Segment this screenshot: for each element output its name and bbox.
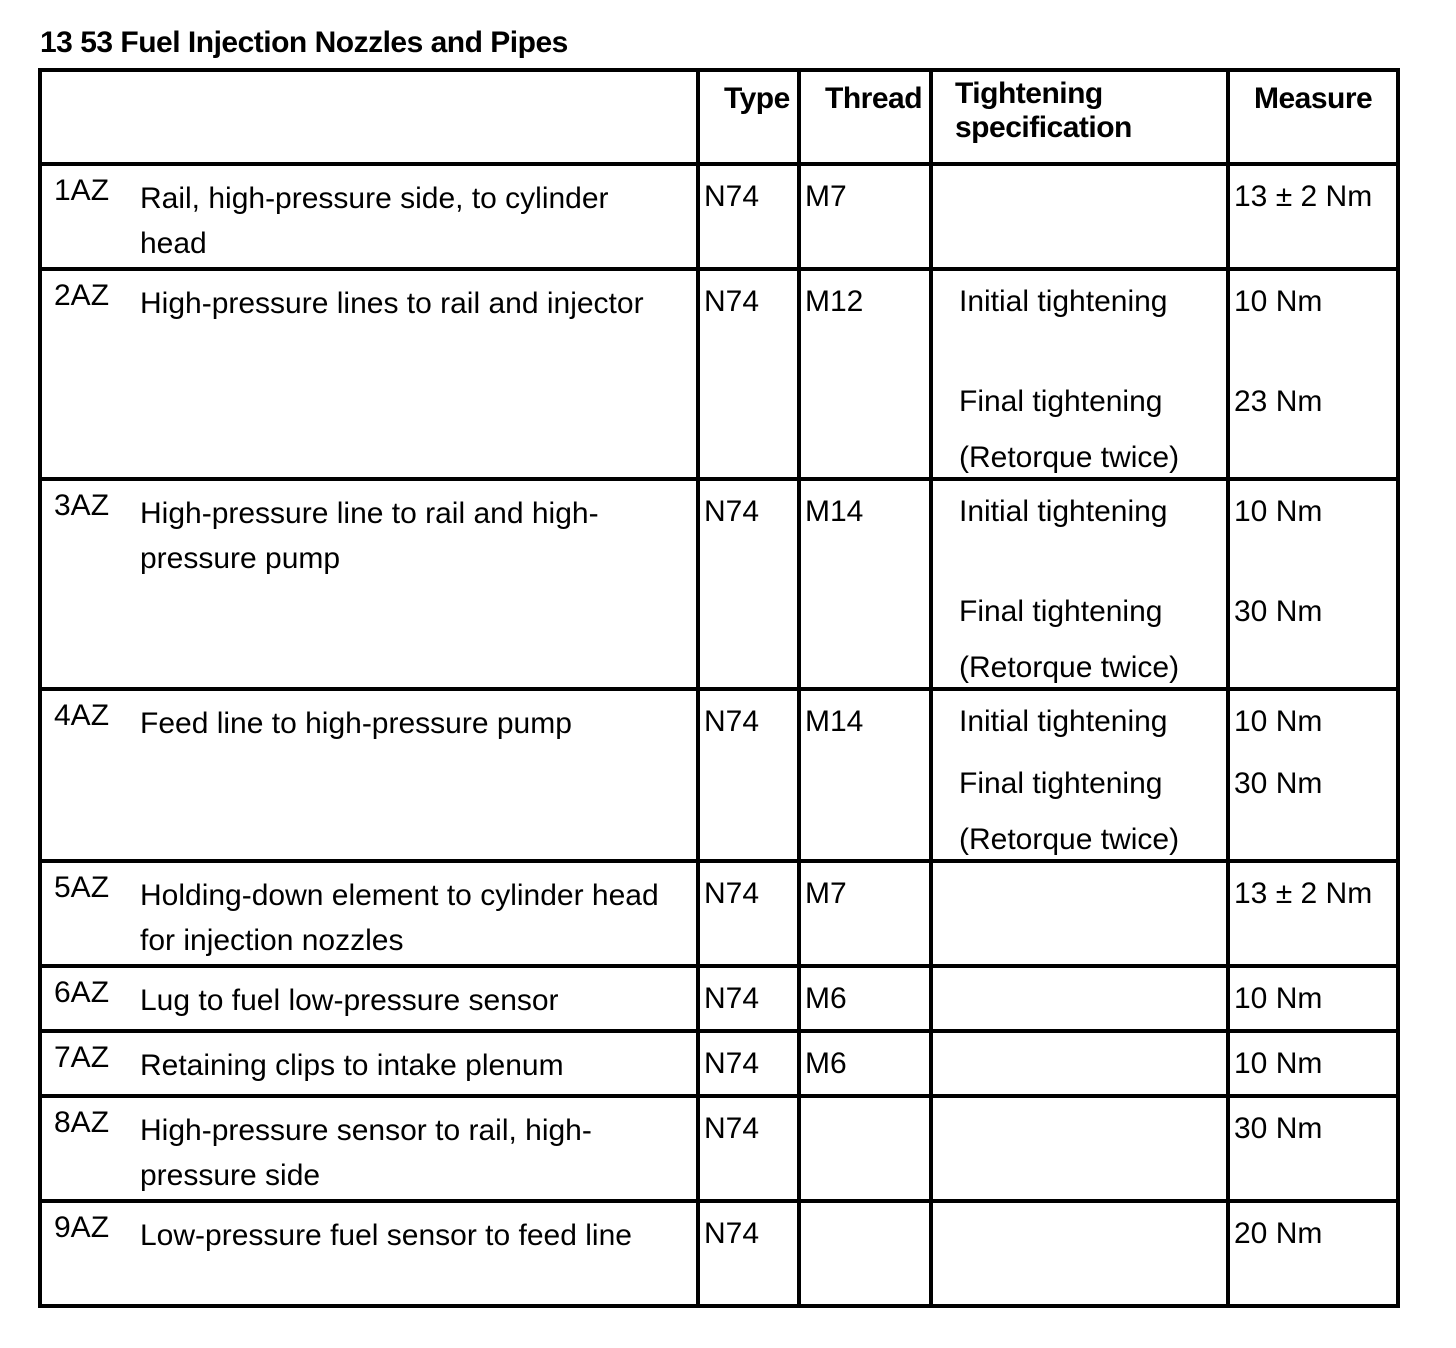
row-tightening-specification	[931, 1031, 1228, 1096]
tightening-step: Initial tightening	[959, 285, 1168, 318]
row-type: N74	[698, 966, 799, 1031]
row-type: N74	[698, 861, 799, 966]
row-thread: M6	[799, 966, 931, 1031]
row-code: 1AZ	[54, 174, 110, 207]
row-type: N74	[698, 1201, 799, 1306]
table-row	[40, 269, 1398, 479]
row-type: N74	[698, 269, 799, 479]
table-row	[40, 1096, 1398, 1201]
row-measure	[1228, 1201, 1398, 1306]
table-row	[40, 966, 1398, 1031]
row-description: Holding-down element to cylinder head for injection nozzles	[140, 879, 659, 957]
row-description-cell	[40, 164, 698, 269]
row-measure	[1228, 164, 1398, 269]
row-code: 2AZ	[54, 279, 110, 312]
tightening-step: (Retorque twice)	[959, 441, 1180, 474]
row-thread: M14	[799, 689, 931, 861]
row-measure	[1228, 689, 1398, 861]
measure-value: 10 Nm	[1234, 495, 1323, 528]
measure-value: 30 Nm	[1234, 595, 1323, 628]
row-measure	[1228, 1031, 1398, 1096]
table-row	[40, 1201, 1398, 1306]
tightening-step: (Retorque twice)	[959, 651, 1180, 684]
row-tightening-specification	[931, 861, 1228, 966]
row-type: N74	[698, 1096, 799, 1201]
row-tightening-specification	[931, 1096, 1228, 1201]
row-thread: M12	[799, 269, 931, 479]
table-row	[40, 164, 1398, 269]
row-tightening-specification	[931, 164, 1228, 269]
row-tightening-specification	[931, 479, 1228, 689]
row-description: High-pressure sensor to rail, high-pressure side	[140, 1114, 592, 1192]
row-tightening-specification	[931, 269, 1228, 479]
row-code: 3AZ	[54, 489, 110, 522]
row-thread: M7	[799, 861, 931, 966]
header-tightening-line2: specification	[955, 111, 1132, 144]
row-description-cell	[40, 861, 698, 966]
tightening-step: Initial tightening	[959, 495, 1168, 528]
row-description: Low-pressure fuel sensor to feed line	[140, 1219, 632, 1252]
header-tightening-specification	[931, 70, 1228, 164]
row-measure	[1228, 966, 1398, 1031]
row-code: 8AZ	[54, 1106, 110, 1139]
row-code: 5AZ	[54, 871, 110, 904]
row-code: 9AZ	[54, 1211, 110, 1244]
tightening-step: Initial tightening	[959, 705, 1168, 738]
header-thread: Thread	[799, 70, 931, 164]
table-row	[40, 689, 1398, 861]
header-description	[40, 70, 698, 164]
row-description-cell	[40, 689, 698, 861]
row-description-cell	[40, 1201, 698, 1306]
table-row	[40, 861, 1398, 966]
row-thread: M14	[799, 479, 931, 689]
row-thread	[799, 1201, 931, 1306]
row-tightening-specification	[931, 1201, 1228, 1306]
row-thread	[799, 1096, 931, 1201]
measure-value: 13 ± 2 Nm	[1234, 180, 1373, 213]
row-type: N74	[698, 1031, 799, 1096]
table-row	[40, 479, 1398, 689]
measure-value: 10 Nm	[1234, 1047, 1323, 1080]
row-description: High-pressure lines to rail and injector	[140, 287, 644, 320]
table-row	[40, 1031, 1398, 1096]
page-title: 13 53 Fuel Injection Nozzles and Pipes	[40, 26, 568, 59]
row-measure	[1228, 479, 1398, 689]
torque-spec-table	[38, 68, 1400, 1308]
row-description: Feed line to high-pressure pump	[140, 707, 572, 740]
row-measure	[1228, 269, 1398, 479]
header-measure: Measure	[1228, 70, 1398, 164]
header-tightening-line1: Tightening	[955, 77, 1103, 110]
row-description-cell	[40, 1031, 698, 1096]
tightening-step: Final tightening	[959, 767, 1163, 800]
row-type: N74	[698, 164, 799, 269]
row-thread: M7	[799, 164, 931, 269]
measure-value: 23 Nm	[1234, 385, 1323, 418]
measure-value: 30 Nm	[1234, 767, 1323, 800]
measure-value: 13 ± 2 Nm	[1234, 877, 1373, 910]
table-body	[40, 164, 1398, 1306]
table-header-row	[40, 70, 1398, 164]
row-description-cell	[40, 966, 698, 1031]
tightening-step: Final tightening	[959, 385, 1163, 418]
row-description: High-pressure line to rail and high-pressure pump	[140, 497, 599, 575]
row-description: Rail, high-pressure side, to cylinder head	[140, 182, 609, 260]
tightening-step: Final tightening	[959, 595, 1163, 628]
tightening-step: (Retorque twice)	[959, 823, 1180, 856]
row-description-cell	[40, 269, 698, 479]
measure-value: 30 Nm	[1234, 1112, 1323, 1145]
row-type: N74	[698, 689, 799, 861]
row-measure	[1228, 861, 1398, 966]
measure-value: 10 Nm	[1234, 285, 1323, 318]
row-tightening-specification	[931, 966, 1228, 1031]
row-type: N74	[698, 479, 799, 689]
measure-value: 10 Nm	[1234, 705, 1323, 738]
row-tightening-specification	[931, 689, 1228, 861]
row-description: Lug to fuel low-pressure sensor	[140, 984, 559, 1017]
row-description-cell	[40, 1096, 698, 1201]
row-description: Retaining clips to intake plenum	[140, 1049, 564, 1082]
row-description-cell	[40, 479, 698, 689]
header-type: Type	[698, 70, 799, 164]
row-measure	[1228, 1096, 1398, 1201]
measure-value: 10 Nm	[1234, 982, 1323, 1015]
row-code: 6AZ	[54, 976, 110, 1009]
row-code: 7AZ	[54, 1041, 110, 1074]
row-code: 4AZ	[54, 699, 110, 732]
row-thread: M6	[799, 1031, 931, 1096]
measure-value: 20 Nm	[1234, 1217, 1323, 1250]
